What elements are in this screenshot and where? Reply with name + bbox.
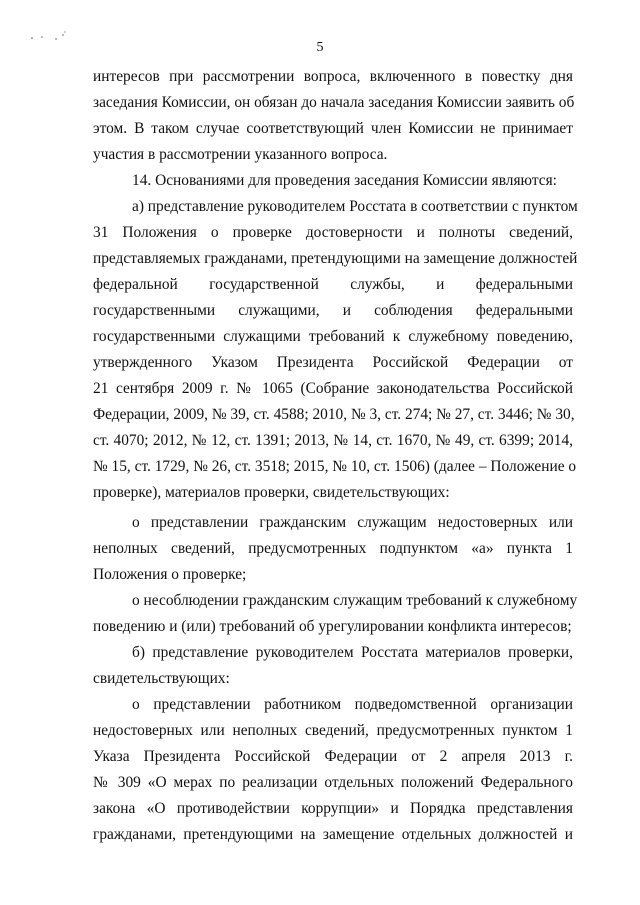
text-line: 14. Основаниями для проведения заседания Комиссии являются: xyxy=(132,172,557,189)
text-line: б) представление руководителем Росстата материалов проверки, xyxy=(132,644,573,661)
text-line: участия в рассмотрении указанного вопроса. xyxy=(93,146,388,163)
text-line: неполных сведений, предусмотренных подпунктом «а» пункта 1 xyxy=(93,540,573,557)
text-line: ст. 4070; 2012, № 12, ст. 1391; 2013, № 14, ст. 1670, № 49, ст. 6399; 2014, xyxy=(93,432,573,449)
text-line: свидетельствующих: xyxy=(93,670,230,687)
text-line: Федерации, 2009, № 39, ст. 4588; 2010, № 3, ст. 274; № 27, ст. 3446; № 30, xyxy=(93,406,575,423)
text-line: представляемых гражданами, претендующими на замещение должностей xyxy=(93,250,578,267)
text-line: заседания Комиссии, он обязан до начала заседания Комиссии заявить об xyxy=(93,94,575,111)
text-line: федеральной государственной службы, и федеральными xyxy=(93,276,573,293)
text-line: № 309 «О мерах по реализации отдельных положений Федерального xyxy=(93,774,573,791)
text-line: гражданами, претендующими на замещение отдельных должностей и xyxy=(93,826,573,843)
text-line: закона «О противодействии коррупции» и Порядка представления xyxy=(93,800,573,817)
text-line: 21 сентября 2009 г. № 1065 (Собрание законодательства Российской xyxy=(93,380,573,397)
text-line: Положения о проверке; xyxy=(93,566,247,583)
text-line: о несоблюдении гражданским служащим требований к служебному xyxy=(132,592,578,609)
text-line: а) представление руководителем Росстата в соответствии с пунктом xyxy=(132,198,578,215)
text-line: интересов при рассмотрении вопроса, включенного в повестку дня xyxy=(93,68,573,85)
text-line: Указа Президента Российской Федерации от 2 апреля 2013 г. xyxy=(93,748,573,765)
text-line: 31 Положения о проверке достоверности и полноты сведений, xyxy=(93,224,573,241)
text-line: № 15, ст. 1729, № 26, ст. 3518; 2015, № 10, ст. 1506) (далее – Положение о xyxy=(93,458,577,475)
text-line: о представлении работником подведомственной организации xyxy=(132,696,573,713)
text-line: утвержденного Указом Президента Российской Федерации от xyxy=(93,354,573,371)
page-number: 5 xyxy=(316,40,324,55)
text-line: недостоверных или неполных сведений, предусмотренных пунктом 1 xyxy=(93,722,573,739)
text-line: проверке), материалов проверки, свидетельствующих: xyxy=(93,484,450,501)
text-line: о представлении гражданским служащим недостоверных или xyxy=(132,514,573,531)
text-line: этом. В таком случае соответствующий член Комиссии не принимает xyxy=(93,120,573,137)
text-line: государственными служащими, и соблюдения федеральными xyxy=(93,302,573,319)
text-line: государственными служащими требований к служебному поведению, xyxy=(93,328,573,345)
text-line: поведению и (или) требований об урегулировании конфликта интересов; xyxy=(93,618,572,635)
